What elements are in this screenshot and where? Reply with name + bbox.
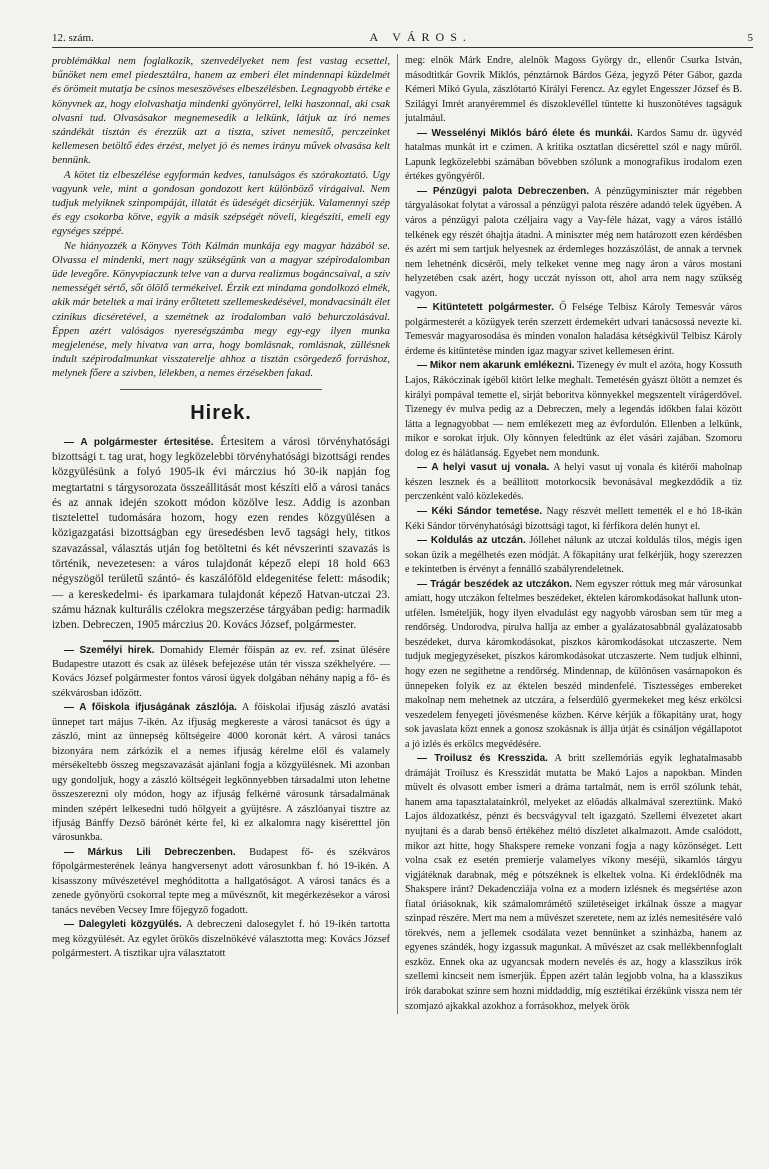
news-item: [405, 461, 742, 505]
news-item-body: A britt szellemóriás egyik leghatalmasabb drámáját Troilusz és Kresszidát mutatta be Makó Lajos a napokban. Minden müvelt és olvasott ember ismeri a dráma tartalmát, nem is erről szólunk tehát, hanem ama tapasztalatainkról, melyeket az előadás alkalmával szereztünk. Makó Lajos áldozatkész, pénzt és becsvágyval telt igazgató. Szellemi élvezetet akart nyujtani és a darab benső értékéhez méltó díszletet alkalmazott. Amde csalódott, mikor azt hitte, hogy Shakspere remeke vonzani fogja a nagy közönséget. Lett volna csak ez esetén premierje valamelyes víkony meséjü, sikamlós tárgyu vigjátéknak darabnak, még e pótszéknek is elkeltek volna. Ki érdeklődnék ma Shakspere iránt? Dekadencziája volna ez a modern izlésnek és megsértése azon fiatal óriásoknak, kik számalomrámétő születéseiget irkálnak össze a magyar szinpad részére. Mert ma nem a művészet szeretete, nem az izlés nemesitésére való törekvés, nem a jellemek csodálata vezet bennünket a szinházba, hanem az egyenes szándék, hogy izgassuk magunkat. A művészet az csak mellékbennfoglalt eszköz. Ennek oka az ugyancsak modern nevelés és az, hogy a klasszikus írók szellemi kincseit nem ismerjük. Éppen azért talán legjobb volna, ha a klasszikus írók darabokat szinre sem hozni middaddig, míg esztétikai érzékünk vissza nem tér szomjazó ajkakkal azokhoz a forrásokhoz, melyek örök: [405, 753, 742, 1012]
news-item-body: Tizenegy év mult el azóta, hogy Kossuth Lajos, Rákóczinak ígéből kitört lelke meghalt. Temetésén gyászt öltött a nemzet és királyi pompával temette el, sirját beboritva könnyekkel megszentelt virágerdővel. Tizenegy év mulva pedig az a Debreczen, mely a legendás időkben falai között látta a legnagyobbat — nem emlékezett meg az évfordulón. Ellenben a lelkünk, mikor e sorokat irjuk. Oly könnyen feledtünk az élet vásári zajában. Szomoru dolog ez és hálátlanság. Egyebet nem mondunk.: [405, 360, 743, 459]
review-paragraph: A kötet tiz elbeszélése egyformán kedves, tanulságos és szórakoztató. Ugy vagyunk vele, mint a gondosan gondozott kert különböző virágaival. Nem tudjuk melyiknek szinpompáját, illatát és üdeségét dicsérjük. Valamennyi szép és egy csokorba kötve, egyik a másik szépségét növeli, kiegészíti, emeli egy egységes széppé.: [52, 168, 390, 238]
news-item-title: — Kitüntetett polgármester.: [417, 302, 554, 314]
book-review-text: [52, 54, 390, 381]
news-item-body: A debreczeni dalosegylet f. hó 19-ikén tartotta meg közgyülését. Az egylet örökös diszelnökévé választotta meg: Kovács József polgármestert. A tisztikar ujra választatott: [52, 919, 390, 960]
news-item-body: Domahidy Elemér főispán az ev. ref. zsinat ülésére Budapestre utazott és csak az ülések befejezése után tér vissza székhelyére. — Kovács József polgármester fontos városi ügyek dolgában néhány napig a fő- és székvárosban időzött.: [52, 644, 390, 699]
news-item-title: — Márkus Lili Debreczenben.: [64, 846, 236, 858]
left-column: [52, 54, 397, 1014]
news-item: [405, 505, 742, 534]
news-item-body: Jóllehet nálunk az utczai koldulás tilos, mégis igen sokan üzik a megélhetés ezen módját. A főkapitány urat felkérjük, hogy szerezzen e tekintetben is érvényt a fennálló szabályrendeletnek.: [405, 535, 742, 576]
review-paragraph: Ne hiányozzék a Könyves Tóth Kálmán munkája egy magyar házából se. Olvassa el mindenki, mert nagy szükségünk van a magyar szépirodalomban üde levegőre. Könyvpiaczunk telve van a durva realizmus bogáncsaival, a sziv nemességét sértő, sőt ölölő termékeivel. Érzik ezt mindama gondolkozó elmék, akik már beteltek a mai irány erőltetett szellemeskedésével, mondvacsinált élet czinikus dicséretével, a szemétnek az irodalomban való behurczolásával. Éppen azért valóságos nyereségszámba megy egy-egy ilyen munka megjelenése, mely hivatva van arra, hogy bomlásnak, romlásnak, züllésnek indult szépirodalmunkat visszaterelje ahhoz a tisztán csörgedező forráshoz, melynek főere a szivben, lélekben, a nemes érzésekben fakad.: [52, 239, 390, 380]
news-item-title: — Trágár beszédek az utczákon.: [417, 578, 573, 590]
news-item-title: — Koldulás az utczán.: [417, 535, 526, 547]
page-number-right: 5: [747, 32, 753, 44]
news-item: [405, 578, 742, 753]
news-item-title: — Pénzügyi palota Debreczenben.: [417, 185, 590, 197]
section-heading-hirek: Hirek.: [190, 401, 252, 424]
news-item-title: — Troilusz és Kresszida.: [417, 753, 548, 765]
review-paragraph: problémákkal nem foglalkozik, szenvedélyeket nem fest vastag ecsettel, bűnöket nem emel piedesztálra, hanem az emberi élet mindennapi küzdelmét és örömeit mutatja be csinos meseszövéses elbeszélésben. Legnagyobb értéke e könyvnek az, hogy elolvashatja mindenki gyönyörrel, lelki haszonnal, aki csak olvasni tud. Olvasásakor megnemesedik a lelkünk, látjuk az író nemes szándékát tisztán és érezzük azt a tiszta, szivet nemesítő, perczeinket kellemesen betöltő édes érzést, melyet jó és nemes irányu művek olvasása kelt bennünk.: [52, 55, 390, 167]
item-divider: [103, 640, 340, 642]
news-item: [405, 185, 742, 301]
news-item-title: — Személyi hirek.: [64, 644, 155, 656]
news-item: [405, 54, 742, 127]
news-item: [52, 644, 390, 702]
news-item-title: — Wesselényi Miklós báró élete és munkái.: [417, 127, 633, 139]
news-item-body: Nagy részvét mellett temették el e hó 18-ikán Kéki Sándor törvényhatósági bizottsági tagot, ki férfikora delén hunyt el.: [405, 505, 742, 532]
news-item: [52, 918, 390, 961]
news-item-body: Értesitem a városi törvényhatósági bizottsági t. tag urat, hogy legközelebbi törvényhatósági bizottsági rendes közgyülésünk a folyó 1905-ik évi márczius hó 30-ik napján fog megtartatni s tárgysorozata összeállitását most készíti elő a városi tanács és az annak idején szokott módon közölve lesz. Addig is azonban tisztelettel tudomására hozom, hogy ezen rendes közgyülésen a közigazgatási bizottságban egy üresedésben levő tagsági hely, titkos szavazással, választás utján fog betöltetni és két névszerinti szavazás is történik, nevezetesen: a város tulajdonát képező elepi 18 hold 663 négyszögöl területű szántó- és kaszálóföld eldegenitése felett: második; — a kereskedelmi- és iparkamara tulajdonát képező Hatvan-utczai 23. számu háznak kulturális czélokra megszerzése tárgyában pedig: harmadik izben. Debreczen, 1905 márczius 20. Kovács József, polgármester.: [52, 435, 390, 632]
newspaper-title: A VÁROS.: [369, 30, 472, 44]
news-item-body: Kardos Samu dr. ügyvéd hatalmas munkát irt e czimen. A kritika osztatlan dicsérettel szól e nagy műről. Lapunk legközelebbi számában bővebben szólunk a monografikus irodalom ezen értékes gyöngyéről.: [405, 127, 742, 183]
news-item-body: A főiskolai ifjuság zászló avatási ünnepet tart május 7-ikén. Az ifjuság megkereste a városi tanácsot és úgy a zászló, mint az ünnepség költségeire 4000 koronát kért. A városi tanács bizonyára nem zárkózik el a nemes ifjuság kérelme elől és valamely mérsékeltebb összeg megszavazását ajánlani fogja a közgyülésnek. Mi azonban ugy gondoljuk, hogy a zászló költségeit legkönnyebben társadalmi uton lehetne összeszerezni oly módon, hogy az ifjuság felkérné városunk társadalmának minden szépért lelkesedni tudó hölgyeit a gyüjtésre. A zászlóanyai tisztre az ifjuság Bánffy Dezső bárónét kérte fel, ki ez alkalomra nagy kiséretttel jön városunkba.: [52, 702, 390, 844]
news-item-body: A pénzügyminiszter már régebben tárgyalásokat folytat a várossal a pénzügyi palota részére adandó telek ügyében. A város a pénzügyi palota czéljaira vagy a Vay-féle házat, vagy a város istálló telkének egy részét óhajtja átadni. A miniszter még nem határozott ezen kérdésben és azért mi sem tartjuk helyesnek az érdemleges hozzászólást, de annak a tervnek nem lehetnénk dicsérői, mely telkeket venne meg nagy áron a város mostani helyzetében csak azért, hogy ucczát nyisson ott, ahol arra nem nagy szükség vagyon.: [405, 185, 743, 299]
news-item-body: Ő Felsége Telbisz Károly Temesvár város polgármesterét a közügyek terén szerzett érdemekért udvari tanácsossá nevezte ki. Temesvár magyarosodása és minden vonalon haladása kétségkivül Telbisz Károly érdeme és kitüntetése minden igaz magyar szivet kellemesen érint.: [405, 302, 742, 357]
news-item-body: Nem egyszer róttuk meg már városunkat amiatt, hogy utczákon feltelmes beszédeket, éktelen káromkodásokat hallunk uton-utfélen. Ismételjük, hogy ilyen elvadulást egy nagyobb városban sem tür meg a rendőrség. Undorodva, pirulva hallja az ember a gyalázatosabbnál gyalázatosabb beszédeket, durva káromkodásokat, piszkos káromkodásokat utczaszerte. Nem tudjuk megjegyzéseket, piszkos káromkodásokat utczaszerte. Nem tudjuk elhinni, hogy ezen ne segíthetne a rendőrség. Mindennap, de különösen vasárnapokon és ünnepeken folyik ez az éktelen beszéd mindenfelé. Tisztességes embereket makolnap nem mehetnek az utczára, a felserdülő gyermekeket meg kész erkölcsi veszedelem fenyegeti jövésmenése közben. Kérve kérjük a főkapitány urat, hogy sok javaslata közt ennek a gonosz szokásnak is állja útját és csináljon végállapotot a jó izlés és erkölcs megvédésére.: [405, 578, 743, 750]
header-rule: [52, 47, 753, 48]
page-header: [52, 30, 753, 44]
news-item: [52, 701, 390, 846]
news-item: [52, 846, 390, 918]
news-item-body: A helyi vasut uj vonala és kitérői maholnap készen lesznek és a beállitott motorkocsik bevonásával megkezdődik a tiz perczenként való közlekedés.: [405, 462, 742, 503]
section-divider: [120, 389, 323, 390]
news-item-title: — Kéki Sándor temetése.: [417, 505, 543, 517]
news-item-title: — Dalegyleti közgyülés.: [64, 919, 182, 931]
news-item: [405, 127, 742, 185]
news-item-title: — A helyi vasut uj vonala.: [417, 462, 550, 474]
news-item: [405, 752, 742, 1014]
news-item-body: Budapest fő- és székváros főpolgármesterének leánya hangversenyt adott városunkban f. hó 19-ikén. A kisasszony művészetével meghóditotta a hallgatóságot. A városi tanács és a zenede gyönyörű csokorral tepte meg a művésznőt, kit megérkezésekor a városi tanács nevében Vecsey Imre főjegyző fogadott.: [52, 846, 390, 916]
news-item: [405, 534, 742, 578]
news-item-title: — Mikor nem akarunk emlékezni.: [417, 360, 575, 372]
page-number-left: 12. szám.: [52, 32, 94, 44]
news-item: [405, 301, 742, 359]
news-item-title: — A főiskola ifjuságának zászlója.: [64, 702, 237, 714]
news-item-title: — A polgármester értesitése.: [64, 436, 214, 448]
news-item-mayor-notice: [52, 435, 390, 634]
news-item: [405, 359, 742, 461]
news-item-body: meg: elnök Márk Endre, alelnök Magoss György dr., ellenőr Csurka István, másodtitkár Govrik Miklós, pénztárnok Bárdos Géza, jegyző Péter Gábor, gazda Kémeri Mikó Gyula, zászlótartó Királyi Ferencz. Az egylet Engesszer József és B. Szilágyi Imrét aranyéremmel és diszoklevéllel tüntette ki huszonötéves tagságuk jutalmául.: [405, 55, 742, 125]
right-column: [397, 54, 742, 1014]
